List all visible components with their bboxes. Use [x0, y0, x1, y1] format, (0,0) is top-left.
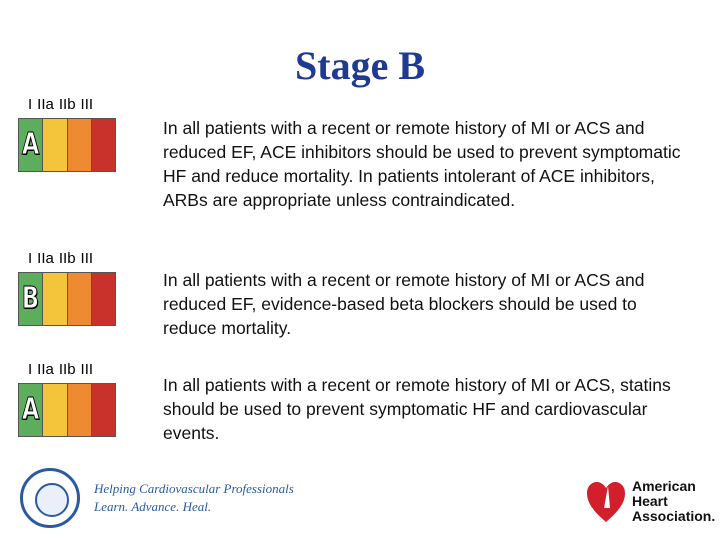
recommendation-class-bar	[18, 383, 116, 437]
class-i-segment	[19, 119, 43, 171]
level-of-evidence: A	[21, 127, 40, 162]
class-labels	[28, 96, 93, 113]
class-iia-segment	[43, 119, 67, 171]
class-iib-segment	[68, 384, 92, 436]
class-i-segment	[19, 273, 43, 325]
recommendation-text: In all patients with a recent or remote history of MI or ACS and reduced EF, ACE inhibitors should be used to prevent symptomatic HF and reduce mortality. In patients intolerant of ACE inhibitors, ARBs are appropriate unless contraindicated.	[163, 118, 681, 210]
class-label-iia: IIa	[37, 96, 54, 113]
class-iib-segment	[68, 273, 92, 325]
recommendation-class-bar	[18, 118, 116, 172]
recommendation-text: In all patients with a recent or remote history of MI or ACS, statins should be used to prevent symptomatic HF and cardiovascular events.	[163, 375, 671, 443]
class-label-i: I	[28, 96, 33, 113]
level-of-evidence: B	[22, 281, 40, 316]
class-labels	[28, 361, 93, 378]
class-label-iii: III	[80, 250, 94, 267]
aha-heart-torch-icon	[586, 478, 626, 524]
class-labels	[28, 250, 93, 267]
class-label-iia: IIa	[37, 361, 54, 378]
class-iii-segment	[92, 119, 115, 171]
level-of-evidence: A	[21, 392, 40, 427]
aha-logo	[586, 478, 715, 524]
acc-logo	[20, 468, 294, 528]
slide-title: Stage B	[295, 43, 425, 88]
class-label-iia: IIa	[37, 250, 54, 267]
class-label-iii: III	[80, 96, 94, 113]
class-label-i: I	[28, 361, 33, 378]
class-i-segment	[19, 384, 43, 436]
class-label-iib: IIb	[58, 96, 76, 113]
class-iia-segment	[43, 273, 67, 325]
class-iia-segment	[43, 384, 67, 436]
class-label-iib: IIb	[58, 361, 76, 378]
recommendation-text: In all patients with a recent or remote history of MI or ACS and reduced EF, evidence-based beta blockers should be used to reduce mortality.	[163, 270, 645, 338]
acc-tagline-line1: Helping Cardiovascular Professionals	[94, 481, 294, 496]
acc-seal-icon	[20, 468, 80, 528]
aha-name-line1: American	[632, 477, 696, 494]
class-iii-segment	[92, 273, 115, 325]
acc-tagline-line2: Learn. Advance. Heal.	[94, 499, 212, 514]
aha-name-line2: Heart	[632, 492, 668, 509]
acc-tagline	[94, 480, 294, 516]
class-label-i: I	[28, 250, 33, 267]
aha-name-line3: Association.	[632, 507, 716, 524]
class-iib-segment	[68, 119, 92, 171]
recommendation-class-bar	[18, 272, 116, 326]
class-label-iib: IIb	[58, 250, 76, 267]
class-iii-segment	[92, 384, 115, 436]
class-label-iii: III	[80, 361, 94, 378]
aha-name	[632, 479, 715, 524]
